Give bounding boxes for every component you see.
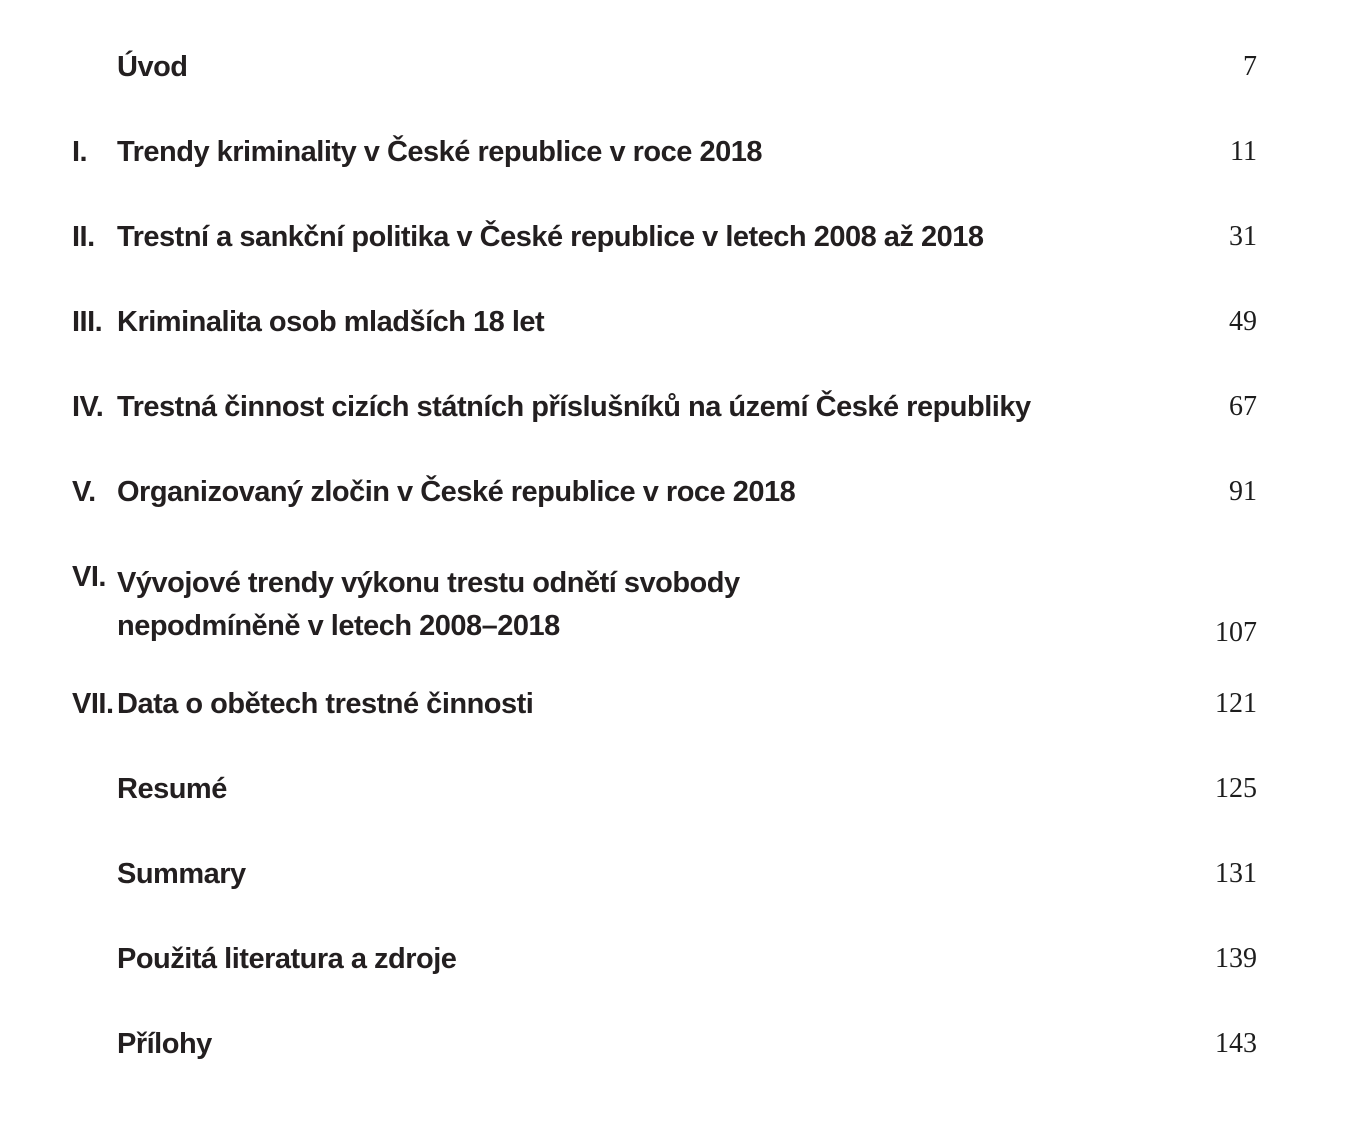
toc-entry-title: Resumé <box>117 773 227 805</box>
toc-entry-page: 139 <box>1215 943 1257 974</box>
toc-entry-title <box>117 562 740 648</box>
toc-entry-3 <box>72 307 1257 337</box>
toc-entry-page: 91 <box>1229 476 1257 507</box>
toc-entry-page: 143 <box>1215 1028 1257 1059</box>
toc-entry-literatura <box>72 944 1257 974</box>
toc-entry-numeral: II. <box>72 221 95 253</box>
toc-entry-title: Organizovaný zločin v České republice v roce 2018 <box>117 476 796 508</box>
toc-entry-title: Trendy kriminality v České republice v roce 2018 <box>117 136 762 168</box>
toc-entry-title: Úvod <box>117 51 188 83</box>
toc-entry-6 <box>72 562 1257 648</box>
toc-entry-5 <box>72 477 1257 507</box>
toc-entry-4 <box>72 392 1257 422</box>
toc-entry-title: Kriminalita osob mladších 18 let <box>117 306 545 338</box>
toc-entry-uvod <box>72 52 1257 82</box>
toc-entry-title: Přílohy <box>117 1028 212 1060</box>
toc-entry-resume <box>72 774 1257 804</box>
toc-entry-title: Summary <box>117 858 246 890</box>
toc-entry-prilohy <box>72 1029 1257 1059</box>
toc-entry-page: 7 <box>1243 51 1257 82</box>
toc-entry-title: Trestní a sankční politika v České republice v letech 2008 až 2018 <box>117 221 984 253</box>
toc-entry-page: 31 <box>1229 221 1257 252</box>
toc-entry-2 <box>72 222 1257 252</box>
toc-entry-numeral: VI. <box>72 561 106 593</box>
toc-entry-page: 11 <box>1230 136 1257 167</box>
toc-entry-page: 121 <box>1215 688 1257 719</box>
toc-entry-7 <box>72 689 1257 719</box>
toc-entry-title: Použitá literatura a zdroje <box>117 943 457 975</box>
toc-entry-1 <box>72 137 1257 167</box>
toc-entry-numeral: V. <box>72 476 96 508</box>
toc-entry-page: 49 <box>1229 306 1257 337</box>
toc-entry-numeral: IV. <box>72 391 104 423</box>
toc-entry-summary <box>72 859 1257 889</box>
toc-entry-numeral: VII. <box>72 688 114 720</box>
toc-entry-numeral: III. <box>72 306 103 338</box>
toc-entry-title: Trestná činnost cizích státních příslušníků na území České republiky <box>117 391 1031 423</box>
toc-entry-page: 131 <box>1215 858 1257 889</box>
toc-entry-numeral: I. <box>72 136 88 168</box>
toc-entry-title-line2: nepodmíněně v letech 2008–2018 <box>117 610 560 642</box>
toc-entry-title-line1: Vývojové trendy výkonu trestu odnětí svobody <box>117 567 740 599</box>
toc-entry-page: 67 <box>1229 391 1257 422</box>
toc-entry-page: 107 <box>1215 617 1257 648</box>
toc-entry-title: Data o obětech trestné činnosti <box>117 688 534 720</box>
toc-entry-page: 125 <box>1215 773 1257 804</box>
